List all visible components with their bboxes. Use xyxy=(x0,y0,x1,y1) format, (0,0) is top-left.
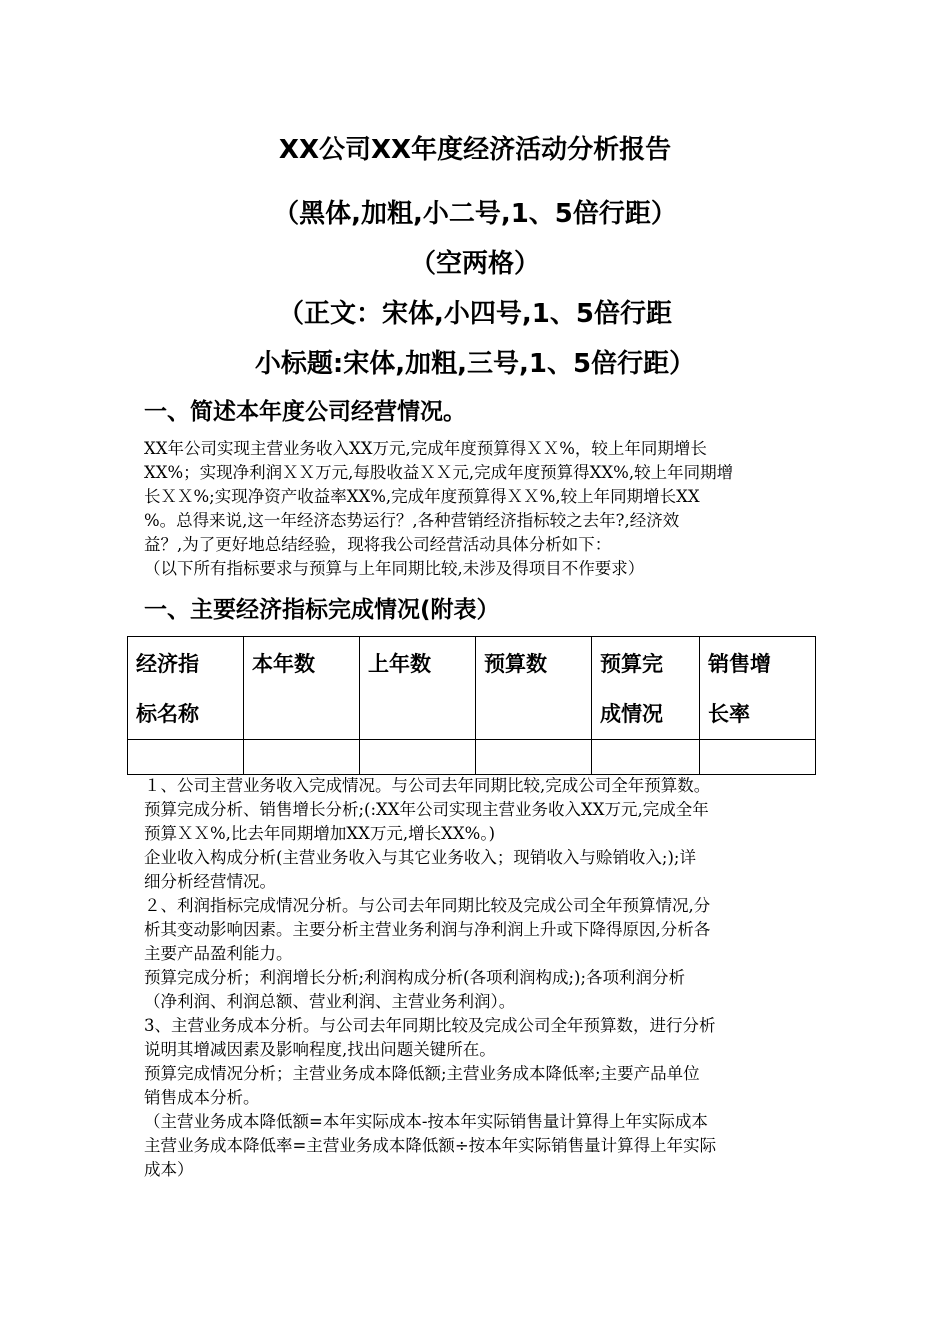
text-line: %。总得来说,这一年经济态势运行？,各种营销经济指标较之去年?,经济效 xyxy=(144,511,680,530)
table-cell xyxy=(244,740,360,775)
header-sales-growth: 销售增 长率 xyxy=(700,637,816,740)
text-line: 主营业务成本降低率=主营业务成本降低额÷按本年实际销售量计算得上年实际 xyxy=(144,1136,717,1155)
section2-heading: 一、主要经济指标完成情况(附表） xyxy=(144,597,500,623)
table-cell xyxy=(128,740,244,775)
table-header-row xyxy=(128,637,816,740)
text-line: XX年公司实现主营业务收入XX万元,完成年度预算得ＸＸ%，较上年同期增长 xyxy=(144,439,707,458)
text-line: 析其变动影响因素。主要分析主营业务利润与净利润上升或下降得原因,分析各 xyxy=(144,920,711,939)
report-title: XX公司XX年度经济活动分析报告 xyxy=(278,135,672,165)
table-cell xyxy=(592,740,700,775)
header-budget: 预算数 xyxy=(476,637,592,740)
section2-body xyxy=(144,774,812,1182)
text-line: 说明其增减因素及影响程度,找出问题关键所在。 xyxy=(144,1040,496,1059)
header-budget-completion: 预算完 成情况 xyxy=(592,637,700,740)
text-line: 企业收入构成分析(主营业务收入与其它业务收入；现销收入与赊销收入;);详 xyxy=(144,848,696,867)
header-current-year: 本年数 xyxy=(244,637,360,740)
text-line: （净利润、利润总额、营业利润、主营业务利润）。 xyxy=(144,992,516,1011)
text-line: 主要产品盈利能力。 xyxy=(144,944,293,963)
text-line: （以下所有指标要求与预算与上年同期比较,未涉及得项目不作要求） xyxy=(144,559,645,578)
body-format-note: （正文：宋体,小四号,1、5倍行距 xyxy=(278,299,672,329)
text-line: XX%；实现净利润ＸＸ万元,每股收益ＸＸ元,完成年度预算得XX%,较上年同期增 xyxy=(144,463,734,482)
text-line: 预算完成分析；利润增长分析;利润构成分析(各项利润构成;);各项利润分析 xyxy=(144,968,686,987)
text-line: 预算ＸＸ%,比去年同期增加XX万元,增长XX%。) xyxy=(144,824,496,843)
text-line: 细分析经营情况。 xyxy=(144,872,276,891)
text-line: 预算完成分析、销售增长分析;(:XX年公司实现主营业务收入XX万元,完成全年 xyxy=(144,800,709,819)
text-line: 预算完成情况分析；主营业务成本降低额;主营业务成本降低率;主要产品单位 xyxy=(144,1064,700,1083)
header-previous-year: 上年数 xyxy=(360,637,476,740)
text-line: 长ＸＸ%;实现净资产收益率XX%,完成年度预算得ＸＸ%,较上年同期增长XX xyxy=(144,487,700,506)
section1-body xyxy=(144,437,812,581)
text-line: ２、利润指标完成情况分析。与公司去年同期比较及完成公司全年预算情况,分 xyxy=(144,896,711,915)
text-line: 3、主营业务成本分析。与公司去年同期比较及完成公司全年预算数，进行分析 xyxy=(144,1016,716,1035)
text-line: 销售成本分析。 xyxy=(144,1088,260,1107)
title-format-note: （黑体,加粗,小二号,1、5倍行距） xyxy=(273,199,677,229)
text-line: １、公司主营业务收入完成情况。与公司去年同期比较,完成公司全年预算数。 xyxy=(144,776,711,795)
table-row xyxy=(128,740,816,775)
table-cell xyxy=(360,740,476,775)
text-line: （主营业务成本降低额=本年实际成本-按本年实际销售量计算得上年实际成本 xyxy=(144,1112,708,1131)
text-line: 益？,为了更好地总结经验，现将我公司经营活动具体分析如下： xyxy=(144,535,612,554)
header-indicator-name: 经济指 标名称 xyxy=(128,637,244,740)
section1-heading: 一、简述本年度公司经营情况。 xyxy=(144,399,466,425)
table-cell xyxy=(476,740,592,775)
text-line: 成本） xyxy=(144,1160,194,1179)
subheading-format-note: 小标题:宋体,加粗,三号,1、5倍行距） xyxy=(254,349,696,379)
table-cell xyxy=(700,740,816,775)
indent-note: （空两格） xyxy=(409,249,540,279)
economic-indicators-table xyxy=(127,636,816,775)
